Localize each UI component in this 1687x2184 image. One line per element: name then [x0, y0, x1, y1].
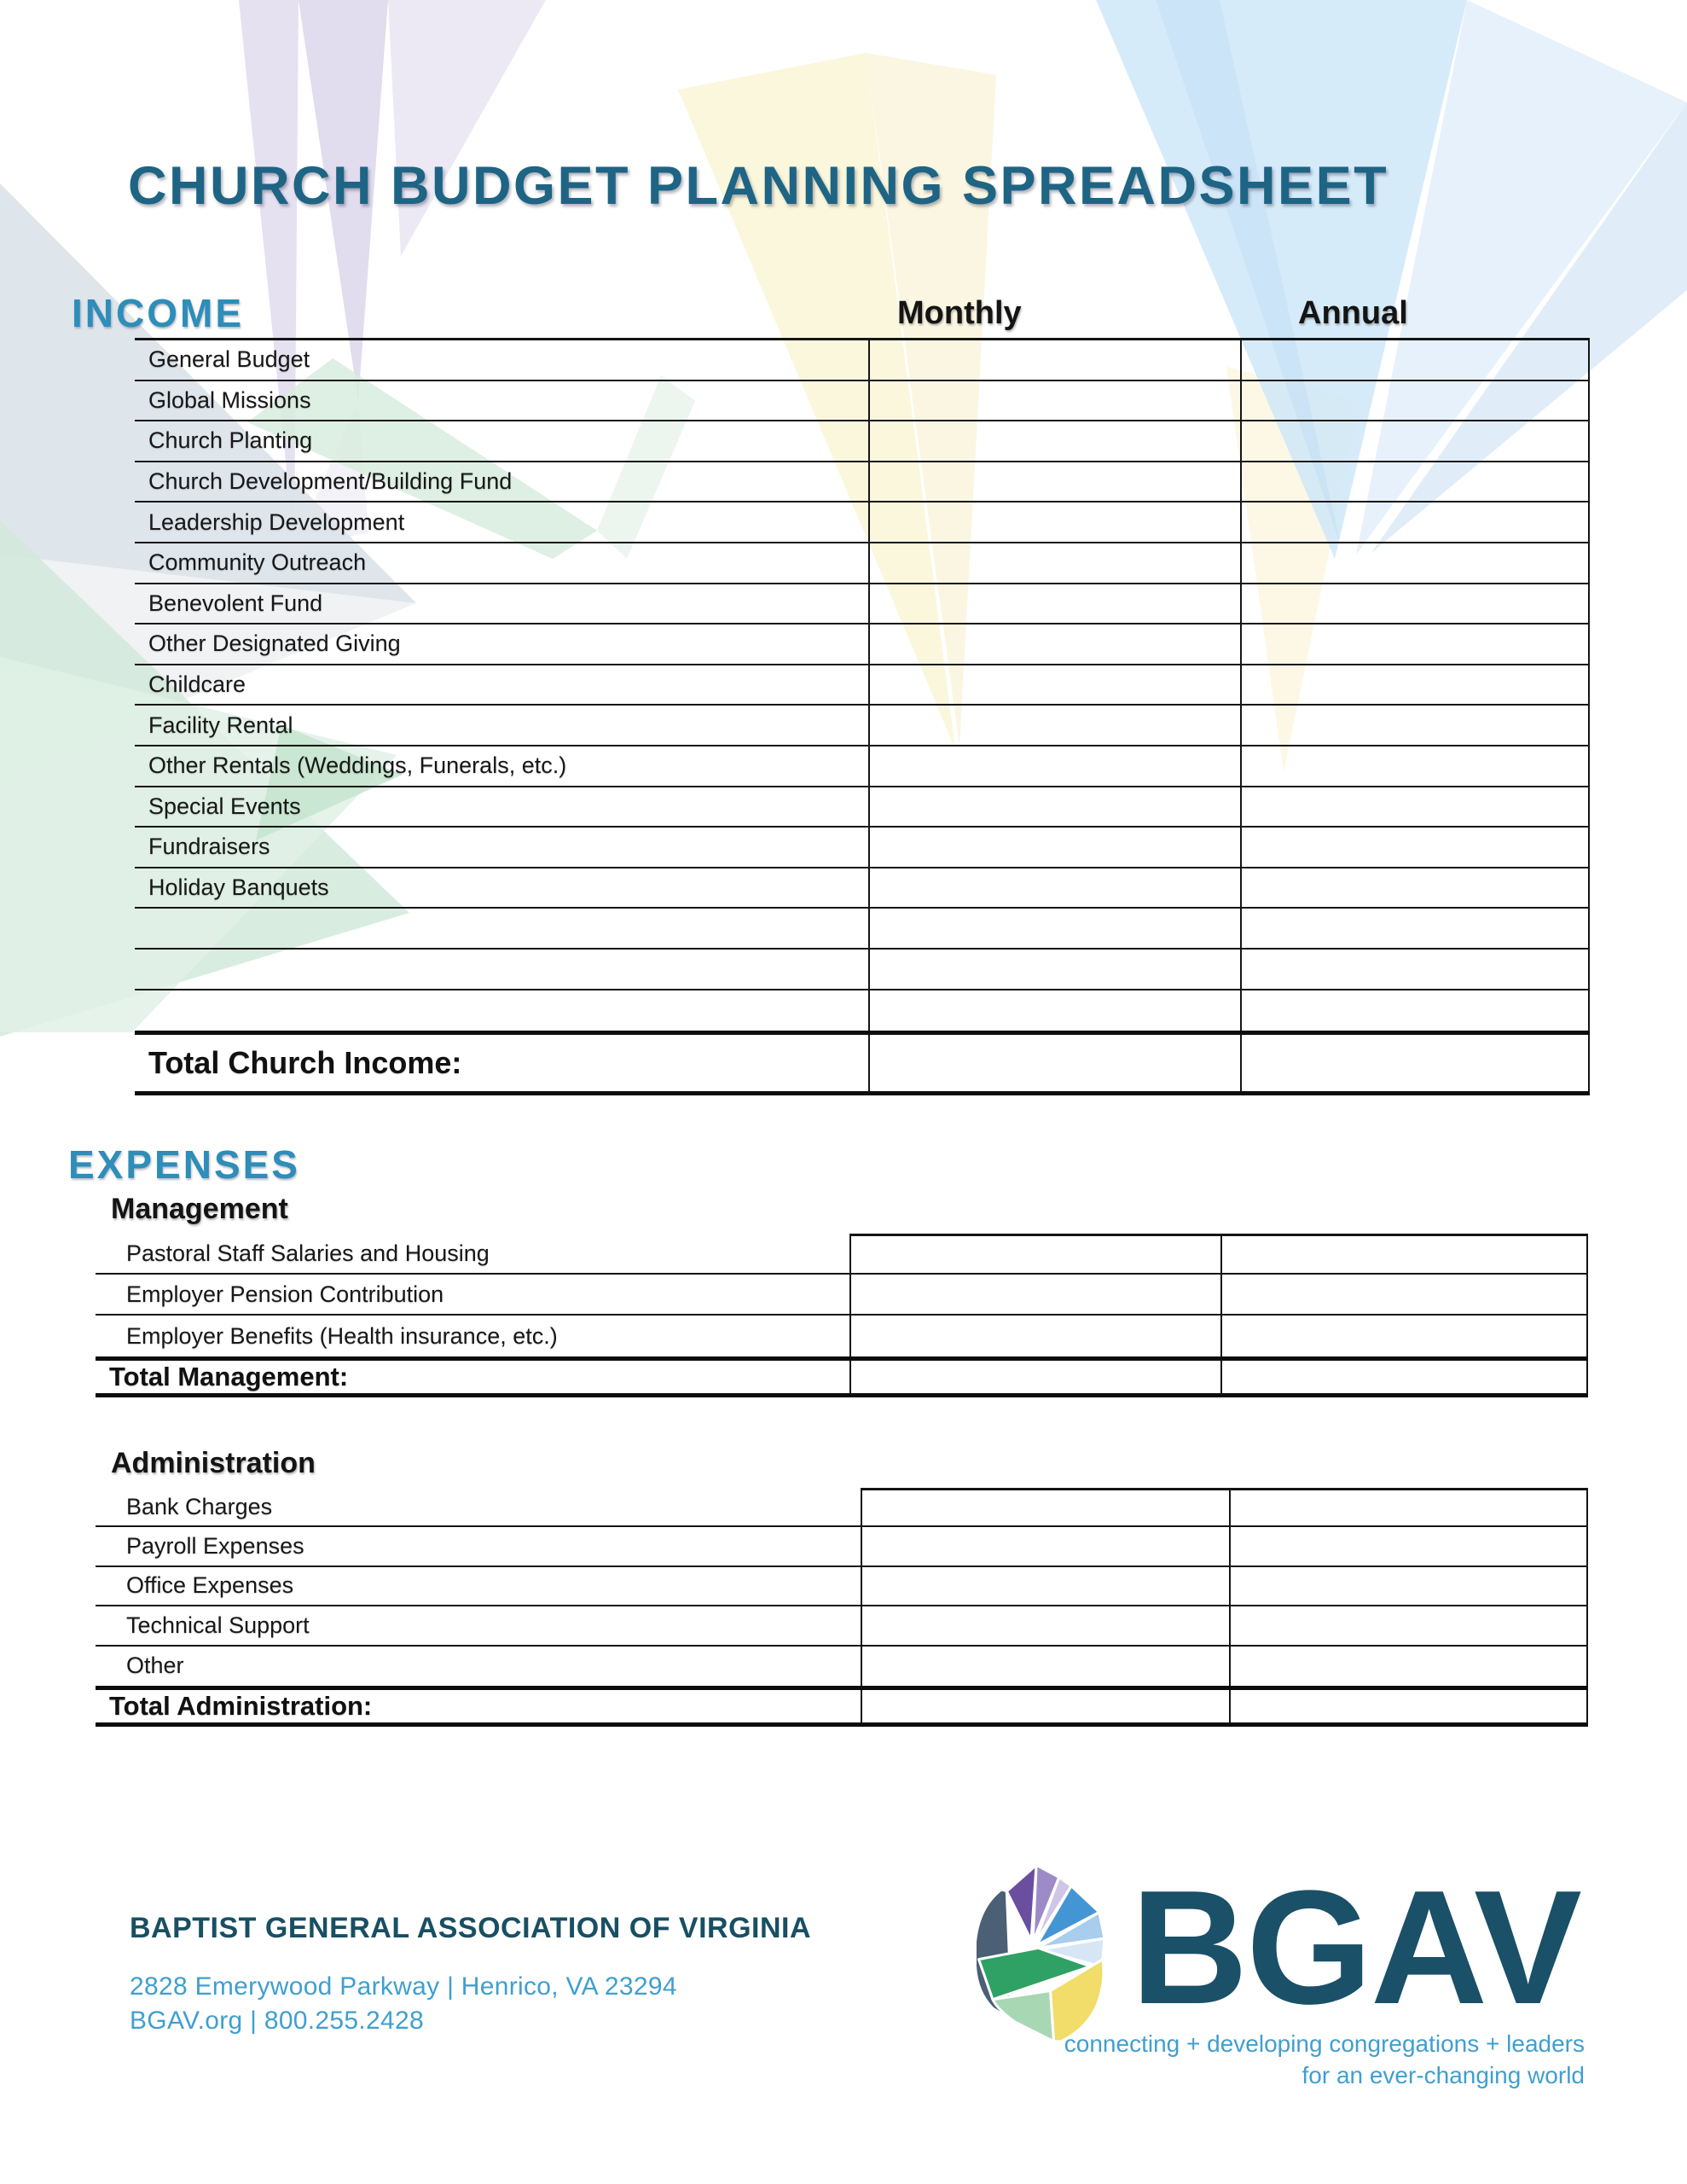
management-monthly-cell[interactable]: [849, 1275, 1220, 1314]
administration-total-annual-cell[interactable]: [1229, 1690, 1588, 1722]
administration-heading: Administration: [111, 1447, 316, 1479]
income-row: [135, 421, 1590, 462]
page-title: CHURCH BUDGET PLANNING SPREADSHEET: [128, 156, 1389, 216]
management-monthly-cell[interactable]: [849, 1316, 1220, 1356]
income-row-blank: [135, 950, 1590, 990]
income-monthly-cell[interactable]: [868, 706, 1240, 745]
income-monthly-cell[interactable]: [868, 828, 1240, 867]
income-monthly-cell[interactable]: [868, 543, 1240, 583]
income-monthly-cell[interactable]: [868, 950, 1240, 989]
income-row: [135, 665, 1590, 706]
income-row-label: Holiday Banquets: [148, 874, 329, 901]
income-total-row: [135, 1031, 1590, 1095]
income-row-label: [135, 950, 868, 989]
income-row-blank: [135, 990, 1590, 1031]
administration-annual-cell[interactable]: [1229, 1488, 1588, 1525]
income-annual-cell[interactable]: [1240, 584, 1590, 624]
management-row: [96, 1275, 1588, 1316]
income-row: [135, 746, 1590, 787]
income-row: [135, 340, 1590, 381]
management-total-annual-cell[interactable]: [1220, 1361, 1588, 1393]
bgav-tagline-line2: for an ever-changing world: [1301, 2061, 1585, 2088]
management-row-label: Employer Benefits (Health insurance, etc.): [126, 1322, 558, 1349]
management-monthly-cell[interactable]: [849, 1234, 1220, 1273]
administration-row-label: Other: [126, 1653, 184, 1679]
income-row-label: Fundraisers: [148, 834, 270, 860]
income-row-label: Childcare: [148, 671, 246, 698]
income-col-monthly: Monthly: [897, 295, 1022, 331]
management-annual-cell[interactable]: [1220, 1316, 1588, 1356]
income-row-label: [135, 909, 868, 948]
income-row-label: Leadership Development: [148, 508, 405, 535]
income-annual-cell[interactable]: [1240, 543, 1590, 583]
income-annual-cell[interactable]: [1240, 665, 1590, 705]
administration-row-label: Bank Charges: [126, 1493, 273, 1519]
bgav-tagline: [870, 2029, 1585, 2092]
organization-name: BAPTIST GENERAL ASSOCIATION OF VIRGINIA: [130, 1912, 812, 1944]
income-row-label: Benevolent Fund: [148, 590, 323, 616]
management-annual-cell[interactable]: [1220, 1234, 1588, 1273]
administration-annual-cell[interactable]: [1229, 1606, 1588, 1644]
income-table: [135, 338, 1590, 1095]
administration-monthly-cell[interactable]: [861, 1488, 1229, 1525]
income-annual-cell[interactable]: [1240, 787, 1590, 827]
administration-row-label: Office Expenses: [126, 1572, 294, 1599]
income-row-label: Church Development/Building Fund: [148, 468, 513, 495]
administration-monthly-cell[interactable]: [861, 1527, 1229, 1565]
income-row-label: General Budget: [148, 346, 310, 373]
organization-address: 2828 Emerywood Parkway | Henrico, VA 23294: [130, 1972, 677, 2001]
income-annual-cell[interactable]: [1240, 828, 1590, 867]
income-row-label: Facility Rental: [148, 712, 293, 738]
income-annual-cell[interactable]: [1240, 381, 1590, 421]
income-total-annual-cell[interactable]: [1240, 1035, 1590, 1091]
income-row-blank: [135, 909, 1590, 950]
income-monthly-cell[interactable]: [868, 909, 1240, 948]
administration-row: [96, 1527, 1588, 1566]
administration-total-label: Total Administration:: [109, 1690, 373, 1721]
income-row-label: Special Events: [148, 793, 301, 819]
administration-total-monthly-cell[interactable]: [861, 1690, 1229, 1722]
administration-row: [96, 1606, 1588, 1646]
administration-monthly-cell[interactable]: [861, 1567, 1229, 1605]
income-row: [135, 502, 1590, 543]
administration-annual-cell[interactable]: [1229, 1527, 1588, 1565]
income-total-monthly-cell[interactable]: [868, 1035, 1240, 1091]
income-monthly-cell[interactable]: [868, 746, 1240, 786]
income-row-label: Other Designated Giving: [148, 630, 401, 657]
income-annual-cell[interactable]: [1240, 950, 1590, 989]
management-total-label: Total Management:: [109, 1362, 349, 1391]
income-annual-cell[interactable]: [1240, 462, 1590, 502]
income-annual-cell[interactable]: [1240, 421, 1590, 461]
income-row: [135, 543, 1590, 584]
income-monthly-cell[interactable]: [868, 665, 1240, 705]
income-row: [135, 706, 1590, 746]
income-annual-cell[interactable]: [1240, 340, 1590, 380]
income-annual-cell[interactable]: [1240, 990, 1590, 1031]
income-row: [135, 624, 1590, 665]
income-row-label: [135, 990, 868, 1031]
income-heading: INCOME: [72, 291, 244, 335]
income-row: [135, 584, 1590, 625]
income-annual-cell[interactable]: [1240, 746, 1590, 786]
income-row: [135, 828, 1590, 868]
income-monthly-cell[interactable]: [868, 584, 1240, 624]
management-row: [96, 1316, 1588, 1356]
income-col-annual: Annual: [1298, 295, 1408, 331]
income-monthly-cell[interactable]: [868, 381, 1240, 421]
bgav-tagline-line1: connecting + developing congregations + leaders: [1064, 2030, 1585, 2057]
management-row-label: Pastoral Staff Salaries and Housing: [126, 1240, 490, 1266]
administration-total-row: [96, 1686, 1588, 1727]
income-monthly-cell[interactable]: [868, 624, 1240, 664]
administration-row: [96, 1567, 1588, 1606]
administration-row: [96, 1488, 1588, 1527]
income-total-label: Total Church Income:: [148, 1045, 462, 1081]
income-monthly-cell[interactable]: [868, 787, 1240, 827]
income-row: [135, 462, 1590, 503]
income-annual-cell[interactable]: [1240, 909, 1590, 948]
income-annual-cell[interactable]: [1240, 502, 1590, 542]
administration-row-label: Technical Support: [126, 1612, 310, 1638]
income-monthly-cell[interactable]: [868, 421, 1240, 461]
administration-annual-cell[interactable]: [1229, 1647, 1588, 1686]
management-heading: Management: [111, 1193, 288, 1225]
management-table: [96, 1234, 1588, 1397]
administration-annual-cell[interactable]: [1229, 1567, 1588, 1605]
income-annual-cell[interactable]: [1240, 868, 1590, 908]
income-monthly-cell[interactable]: [868, 868, 1240, 908]
management-total-row: [96, 1356, 1588, 1397]
income-row: [135, 787, 1590, 828]
income-annual-cell[interactable]: [1240, 624, 1590, 664]
management-row: [96, 1234, 1588, 1275]
administration-monthly-cell[interactable]: [861, 1647, 1229, 1686]
management-row-label: Employer Pension Contribution: [126, 1281, 444, 1307]
administration-row: [96, 1647, 1588, 1686]
income-row-label: Other Rentals (Weddings, Funerals, etc.): [148, 752, 567, 779]
income-annual-cell[interactable]: [1240, 706, 1590, 745]
administration-table: [96, 1488, 1588, 1727]
bgav-logo-text: BGAV: [1131, 1857, 1580, 2038]
income-monthly-cell[interactable]: [868, 462, 1240, 502]
bgav-logo-gem-icon: [966, 1862, 1133, 2045]
income-monthly-cell[interactable]: [868, 990, 1240, 1031]
administration-row-label: Payroll Expenses: [126, 1533, 304, 1560]
administration-monthly-cell[interactable]: [861, 1606, 1229, 1644]
income-row-label: Community Outreach: [148, 549, 367, 576]
management-total-monthly-cell[interactable]: [849, 1361, 1220, 1393]
expenses-heading: EXPENSES: [68, 1142, 300, 1187]
management-annual-cell[interactable]: [1220, 1275, 1588, 1314]
income-row: [135, 868, 1590, 909]
income-row-label: Church Planting: [148, 427, 313, 454]
organization-contact: BGAV.org | 800.255.2428: [130, 2007, 424, 2035]
income-monthly-cell[interactable]: [868, 502, 1240, 542]
income-row-label: Global Missions: [148, 386, 311, 413]
income-row: [135, 381, 1590, 422]
income-monthly-cell[interactable]: [868, 340, 1240, 380]
